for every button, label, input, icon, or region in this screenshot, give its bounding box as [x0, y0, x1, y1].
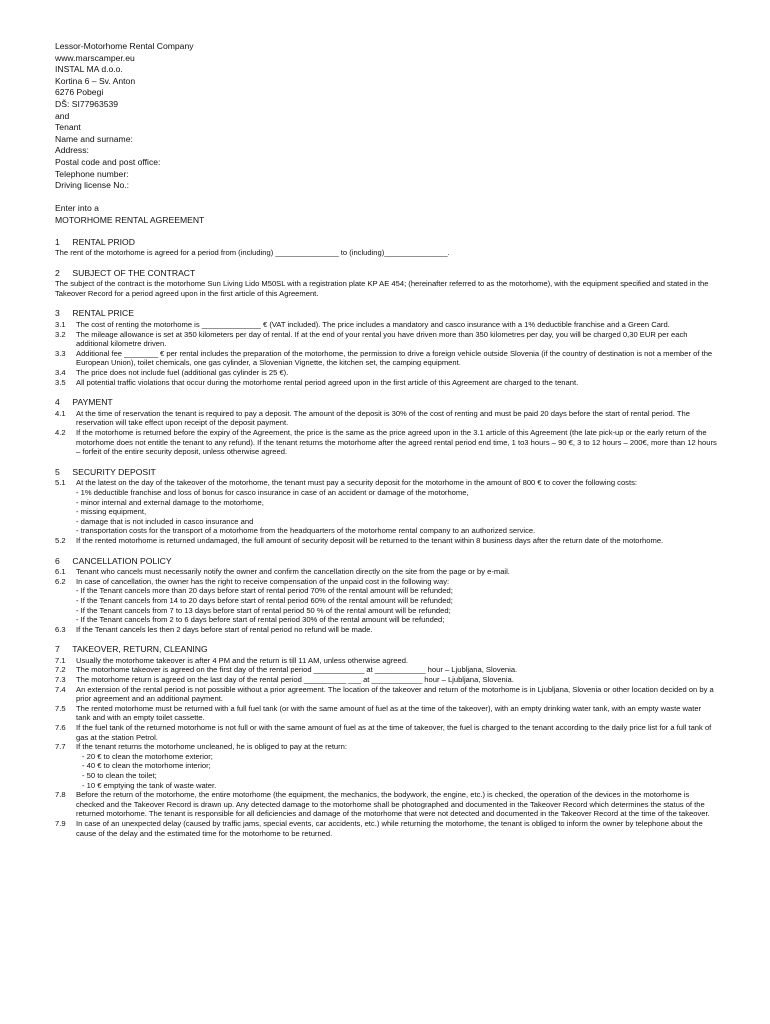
clause-row [55, 742, 717, 752]
clause-number: 4.1 [55, 408, 66, 418]
clause-row [55, 368, 717, 378]
list-item: - minor internal and external damage to the motorhome, [76, 497, 264, 507]
clause-text: If the fuel tank of the returned motorhome is not full or with the same amount of fuel as at the time of takeover, the fuel is charged to the tenant according to the daily price list for a full tank of gas at the station Petrol. [76, 723, 712, 742]
clause-number: 6.1 [55, 567, 66, 577]
clause-number: 7.6 [55, 723, 66, 733]
tenant-phone-field: Telephone number: [55, 168, 129, 179]
clause-number: 7.2 [55, 665, 66, 675]
list-item: - If the Tenant cancels more than 20 days before start of rental period 70% of the rental amount will be refunded; [76, 586, 453, 596]
clause-text: If the tenant returns the motorhome uncleaned, he is obliged to pay at the return: [76, 742, 348, 752]
section-number: 1 [55, 236, 60, 247]
section-5-heading [55, 467, 717, 479]
clause-text: All potential traffic violations that occur during the motorhome rental period agreed upon in the first article of this Agreement are charged to the tenant. [76, 377, 579, 387]
clause-text: The cost of renting the motorhome is ______________ € (VAT included). The price includes a mandatory and casco insurance with a 1% deductible franchise and a Green Card. [76, 320, 670, 330]
clause-row [55, 819, 717, 838]
clause-row [55, 409, 717, 428]
clause-text: At the latest on the day of the takeover of the motorhome, the tenant must pay a security deposit for the motorhome in the amount of 800 € to cover the following costs: [76, 478, 637, 488]
tenant-label: Tenant [55, 122, 81, 133]
section-2-text: The subject of the contract is the motorhome Sun Living Lido M50SL with a registration plate KP AE 454; (hereinafter referred to as the motorhome), with the equipment specified and stated in the Takeover Record for a period agreed upon in the first article of this Agreement. [55, 279, 709, 298]
company-name: INSTAL MA d.o.o. [55, 64, 123, 75]
clause-number: 7.3 [55, 675, 66, 685]
clause-text: The rented motorhome must be returned with a full fuel tank (or with the same amount of fuel as at the time of the takeover), with an empty drinking water tank, with an empty waste water tank and with an empty toilet cassette. [76, 703, 702, 723]
clause-row [55, 675, 717, 685]
clause-text: The motorhome return is agreed on the last day of the rental period __________ ___ at ____________ hour – Ljubljana, Slovenia. [76, 675, 514, 685]
section-title: TAKEOVER, RETURN, CLEANING [72, 644, 208, 655]
clause-number: 7.8 [55, 790, 66, 800]
clause-number: 7.4 [55, 684, 66, 694]
clause-text: The price does not include fuel (additional gas cylinder is 25 €). [76, 368, 289, 378]
city-line: 6276 Pobegi [55, 87, 104, 98]
lessor-label: Lessor-Motorhome Rental Company [55, 41, 194, 51]
section-1-text: The rent of the motorhome is agreed for a period from (including) _______________ to (including)_______________. [55, 248, 450, 258]
clause-text: Tenant who cancels must necessarily notify the owner and confirm the cancellation directly on the site from the page or by e-mail. [76, 567, 510, 577]
section-1-heading [55, 237, 717, 249]
clause-number: 5.1 [55, 478, 66, 488]
section-title: SUBJECT OF THE CONTRACT [72, 267, 196, 278]
list-item: - transportation costs for the transport of a motorhome from the headquarters of the motorhome rental company to an authorized service. [76, 526, 536, 536]
clause-row [55, 536, 717, 546]
section-number: 4 [55, 397, 60, 408]
section-number: 7 [55, 644, 60, 655]
clause-number: 7.1 [55, 655, 66, 665]
section-title: CANCELLATION POLICY [72, 555, 172, 566]
clause-row [55, 790, 717, 819]
clause-text: In case of an unexpected delay (caused by traffic jams, special events, car accidents, etc.) while returning the motorhome, the tenant is obliged to inform the owner by telephone about the cause of the delay and the estimated time for the motorhome to be returned. [76, 818, 703, 838]
clause-row [55, 656, 717, 666]
clause-row [55, 478, 717, 488]
clause-text: If the motorhome is returned before the expiry of the Agreement, the price is the same as the price agreed upon in the 3.1 article of this Agreement (the late pick-up or the early return of the motorhome does not entitle the tenant to any refund). If the tenant returns the motorhome after the agreed rental period end time, 1 to3 hours – 90 €, 3 to 12 hours – 200€, more than 12 hours – forfeit of the entire security deposit, unless otherwise agreed. [76, 428, 717, 457]
clause-row [55, 723, 717, 742]
clause-row [55, 625, 717, 635]
clause-text: The mileage allowance is set at 350 kilometers per day of rental. If at the end of your rental you have driven more than 350 kilometres per day, you will be charged 0,30 EUR per each additional kilometre driven. [76, 329, 688, 349]
clause-text: Additional fee ________ € per rental includes the preparation of the motorhome, the permission to drive a foreign vehicle outside Slovenia (if the country of destination is not a member of the European Union), toilet chemicals, one gas cylinder, a Slovenian Vignette, the kitchen set, the camping equipment. [76, 348, 713, 368]
list-item: - missing equipment, [76, 507, 147, 517]
clause-row [55, 567, 717, 577]
street-address: Kortina 6 – Sv. Anton [55, 75, 136, 86]
clause-text: If the Tenant cancels les then 2 days before start of rental period no refund will be made. [76, 624, 373, 634]
tenant-postal-field: Postal code and post office: [55, 156, 161, 167]
section-number: 2 [55, 267, 60, 278]
clause-text: Before the return of the motorhome, the entire motorhome (the equipment, the mechanics, the bodywork, the engine, etc.) is checked, the operation of the devices in the motorhome is checked and the Takeover Record is drawn up. Any detected damage to the motorhome shall be photographed and documented in the Takeover Record which determines the status of the returned motorhome. The tenant is responsible for all deficiencies and damage of the motorhome that were not detected and documented in the Takeover Record at the time of the takeover. [76, 790, 710, 819]
clause-text: Usually the motorhome takeover is after 4 PM and the return is till 11 AM, unless otherwise agreed. [76, 655, 409, 665]
clause-row [55, 704, 717, 723]
clause-number: 6.2 [55, 576, 66, 586]
section-6-heading [55, 556, 717, 568]
enter-into-text: Enter into a [55, 203, 99, 214]
section-title: RENTAL PRIOD [72, 236, 135, 247]
clause-row [55, 320, 717, 330]
tax-number: DŠ: SI77963539 [55, 98, 119, 109]
clause-text: The motorhome takeover is agreed on the first day of the rental period ____________ at ____________ hour – Ljubljana, Slovenia. [76, 665, 518, 675]
list-item: - 40 € to clean the motorhome interior; [82, 761, 211, 771]
clause-text: An extension of the rental period is not possible without a prior agreement. The location of the takeover and return of the motorhome is in Ljubljana, Slovenia or other location decided on by a prior agreement and an additional payment. [76, 684, 714, 704]
section-number: 6 [55, 555, 60, 566]
clause-number: 6.3 [55, 624, 66, 634]
list-item: - If the Tenant cancels from 2 to 6 days before start of rental period 30% of the rental amount will be refunded; [76, 615, 445, 625]
clause-number: 5.2 [55, 535, 66, 545]
section-number: 3 [55, 308, 60, 319]
section-title: PAYMENT [72, 397, 113, 408]
section-2-heading [55, 268, 717, 280]
website-text: www.marscamper.eu [55, 52, 135, 63]
clause-number: 4.2 [55, 428, 66, 437]
list-item: - If the Tenant cancels from 7 to 13 days before start of rental period 50 % of the rental amount will be refunded; [76, 605, 451, 615]
clause-number: 3.4 [55, 368, 66, 378]
clause-text: If the rented motorhome is returned undamaged, the full amount of security deposit will be returned to the tenant within 8 business days after the return date of the motorhome. [76, 535, 664, 545]
tenant-license-field: Driving license No.: [55, 180, 130, 191]
section-7-heading [55, 644, 717, 656]
document-page [55, 41, 717, 838]
tenant-name-field: Name and surname: [55, 133, 133, 144]
clause-row [55, 330, 717, 349]
clause-row [55, 428, 717, 457]
clause-number: 7.5 [55, 703, 66, 713]
section-4-heading [55, 397, 717, 409]
agreement-title: MOTORHOME RENTAL AGREEMENT [55, 214, 205, 225]
clause-row [55, 349, 717, 368]
list-item: - 50 to clean the toilet; [82, 771, 157, 780]
clause-row [55, 665, 717, 675]
list-item: - If the Tenant cancels from 14 to 20 days before start of rental period 60% of the rental amount will be refunded; [76, 595, 453, 605]
list-item: - 10 € emptying the tank of waste water. [82, 780, 217, 790]
clause-number: 7.7 [55, 742, 66, 752]
list-item: - 1% deductible franchise and loss of bonus for casco insurance in case of an accident or damage of the motorhome, [76, 487, 469, 497]
section-3-heading [55, 308, 717, 320]
clause-number: 3.1 [55, 320, 66, 330]
clause-text: In case of cancellation, the owner has the right to receive compensation of the unpaid cost in the following way: [76, 576, 450, 586]
clause-row [55, 685, 717, 704]
clause-row [55, 378, 717, 388]
clause-number: 3.3 [55, 348, 66, 358]
list-item: - damage that is not included in casco insurance and [76, 516, 254, 526]
clause-number: 7.9 [55, 818, 66, 828]
list-item: - 20 € to clean the motorhome exterior; [82, 751, 213, 761]
and-text: and [55, 110, 70, 121]
party-header [55, 41, 717, 227]
section-title: SECURITY DEPOSIT [72, 466, 156, 477]
section-number: 5 [55, 466, 60, 477]
clause-text: At the time of reservation the tenant is required to pay a deposit. The amount of the deposit is 30% of the cost of renting and must be paid 20 days before the start of rental period. The reservation will take effect upon receipt of the deposit payment. [76, 408, 690, 428]
clause-number: 3.5 [55, 377, 66, 387]
section-title: RENTAL PRICE [72, 308, 134, 319]
clause-row [55, 577, 717, 587]
tenant-address-field: Address: [55, 145, 89, 156]
clause-number: 3.2 [55, 329, 66, 339]
